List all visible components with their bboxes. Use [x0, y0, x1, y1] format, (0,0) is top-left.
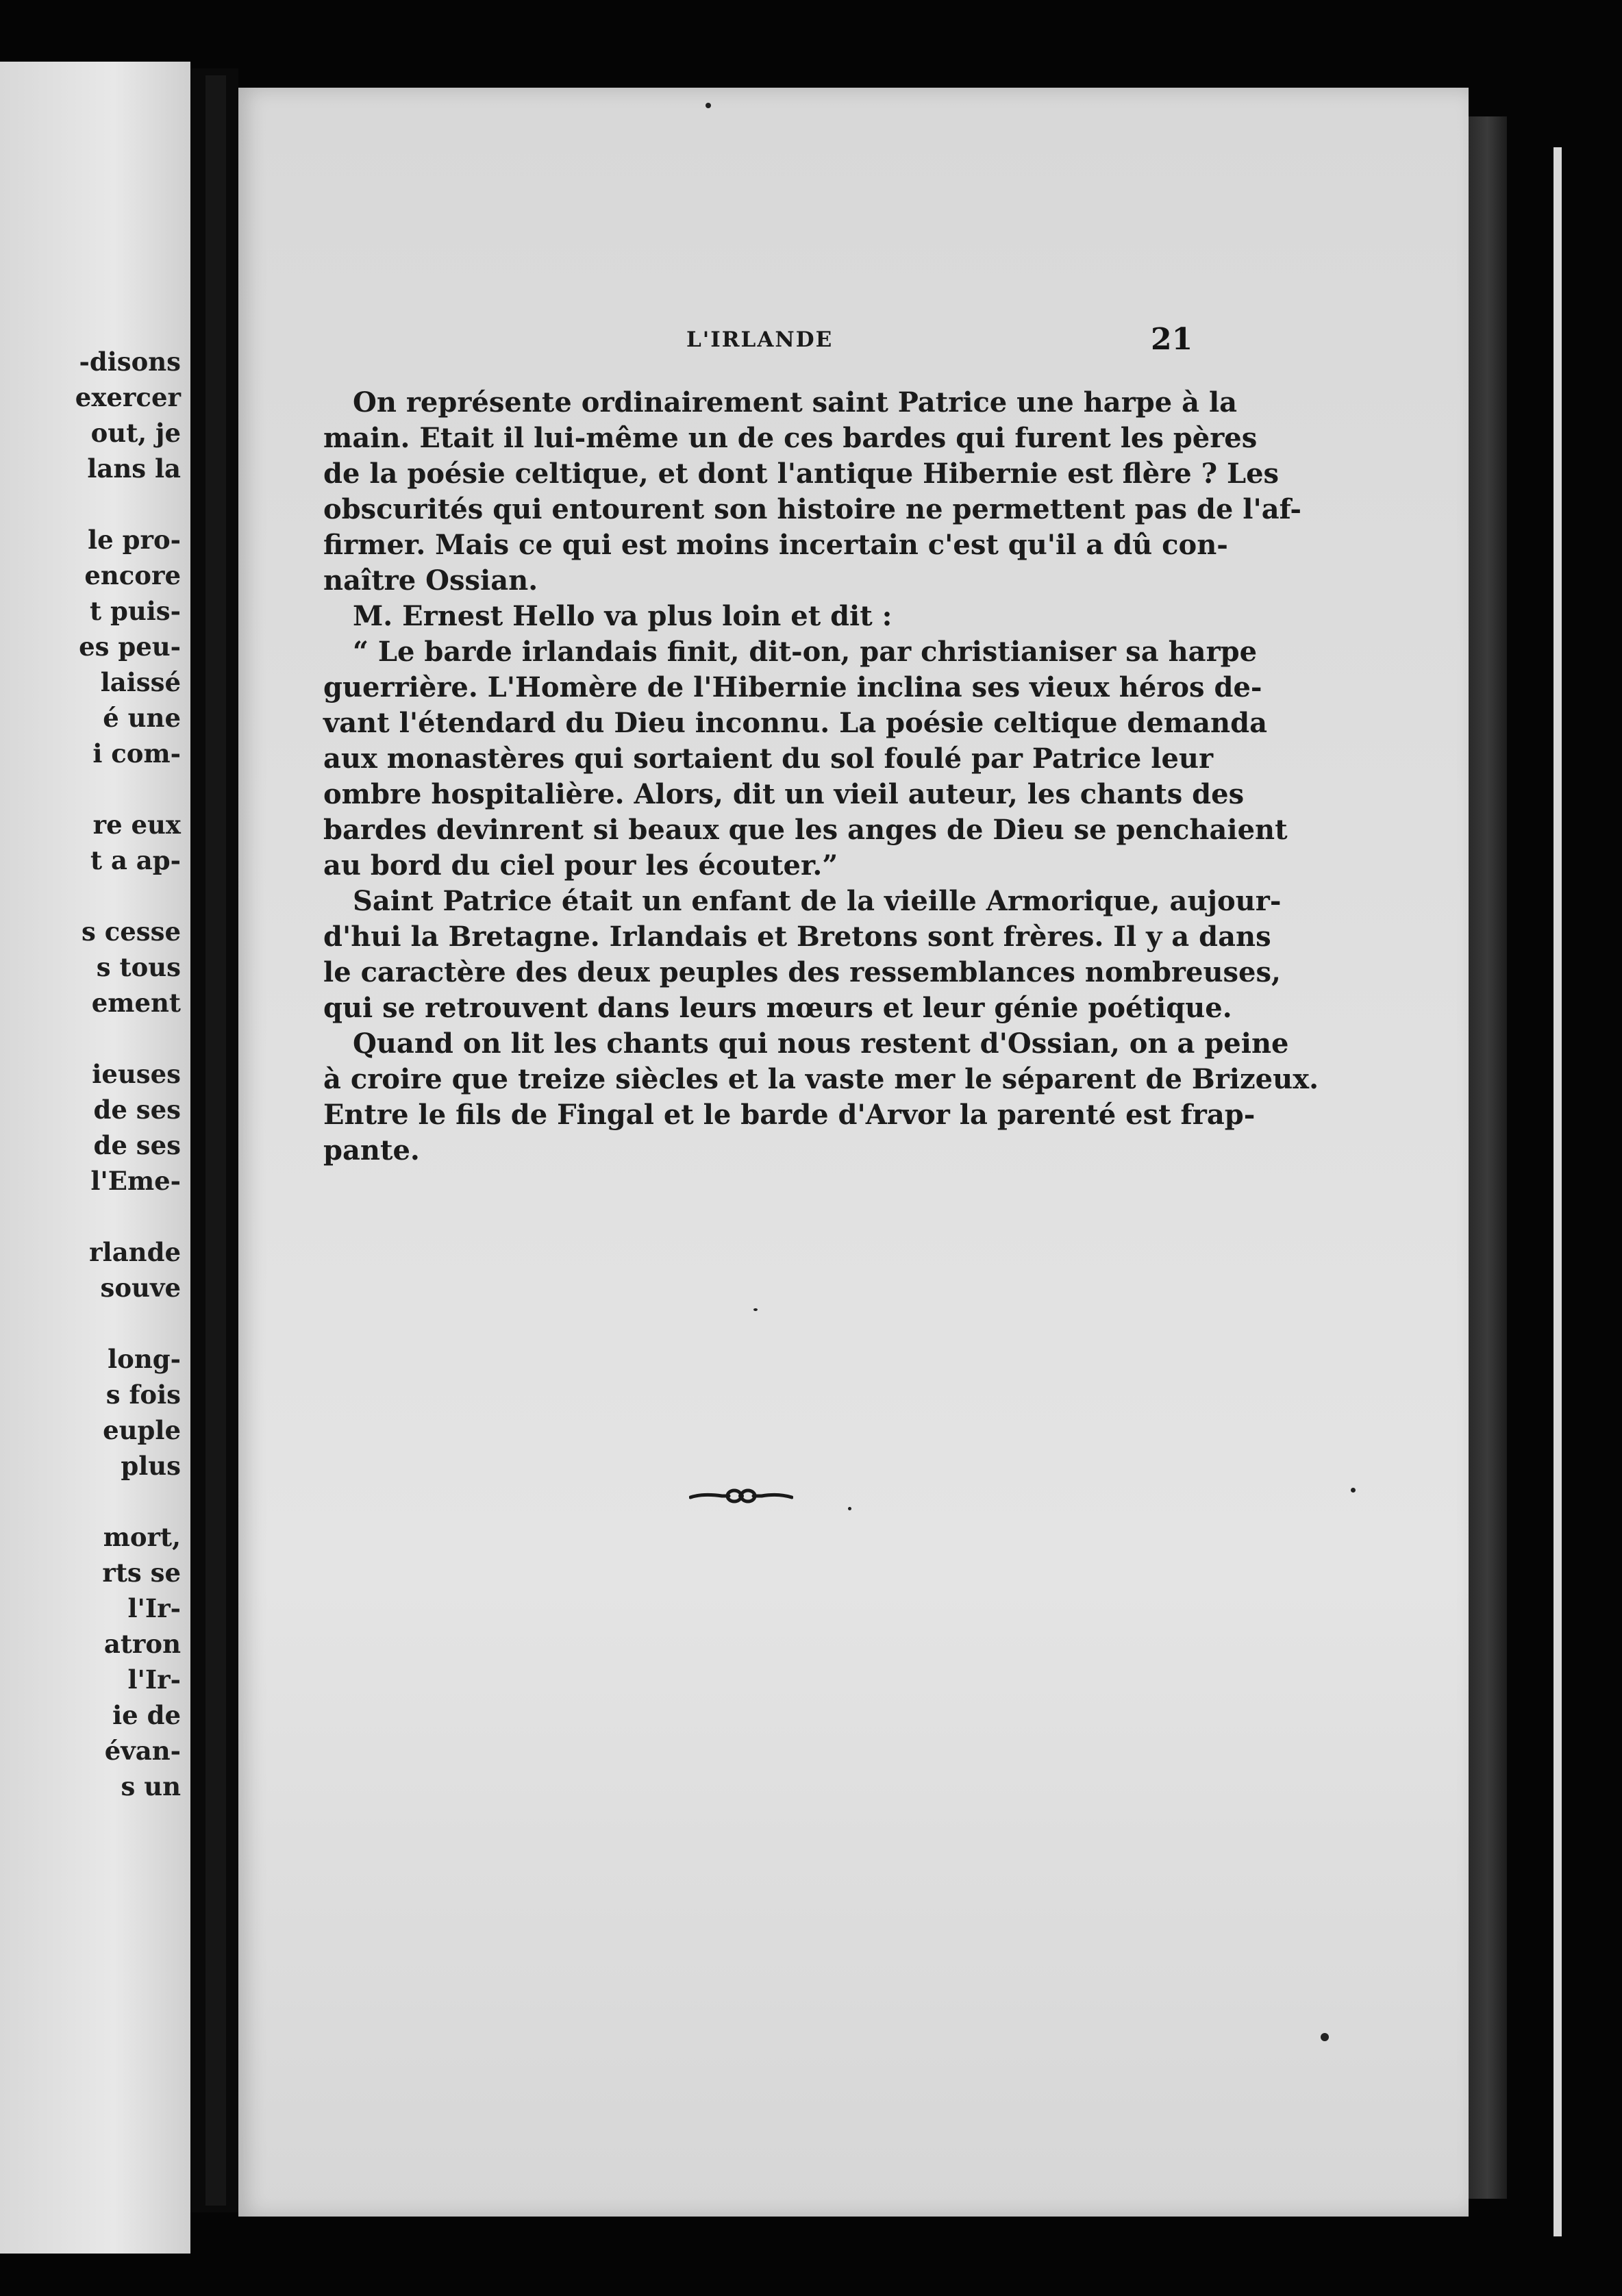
left-page-fragment: l'Ir- — [127, 1664, 181, 1695]
left-page-fragment: de ses — [93, 1095, 181, 1125]
print-speck — [753, 1308, 758, 1311]
text-line: au bord du ciel pour les écouter.” — [323, 849, 838, 882]
left-page-fragment: long- — [108, 1344, 181, 1374]
text-line: firmer. Mais ce qui est moins incertain c'est qu'il a dû con- — [323, 529, 1228, 561]
left-page-fragment: mort, — [103, 1522, 181, 1552]
gutter-shadow — [205, 75, 226, 2206]
text-line: On représente ordinairement saint Patrice une harpe à la — [353, 386, 1238, 419]
left-page-fragment: encore — [84, 560, 181, 590]
left-page-fragment: t puis- — [90, 596, 181, 626]
page-number: 21 — [1151, 322, 1193, 357]
left-page-fragment: re eux — [92, 810, 181, 840]
left-page-fragment: souve — [100, 1273, 181, 1303]
text-line: naître Ossian. — [323, 564, 538, 597]
text-line: ombre hospitalière. Alors, dit un vieil auteur, les chants des — [323, 778, 1245, 810]
text-line: bardes devinrent si beaux que les anges de Dieu se penchaient — [323, 814, 1288, 846]
running-header: L'IRLANDE — [686, 327, 834, 352]
print-speck — [706, 103, 711, 108]
left-page-fragment: ie de — [112, 1700, 181, 1730]
left-page-fragment: t a ap- — [90, 845, 181, 875]
text-line: guerrière. L'Homère de l'Hibernie inclina ses vieux héros de- — [323, 671, 1262, 703]
left-page-fragment: s un — [121, 1771, 181, 1801]
left-page-fragment: ement — [91, 988, 181, 1018]
text-line: main. Etait il lui-même un de ces bardes qui furent les pères — [323, 422, 1258, 454]
left-page-fragment: -disons — [79, 347, 181, 377]
left-page-fragment: ieuses — [92, 1059, 181, 1089]
left-page-fragment: de ses — [93, 1130, 181, 1160]
left-page-fragment: l'Ir- — [127, 1593, 181, 1623]
ornament-divider-icon — [689, 1484, 793, 1508]
print-speck — [848, 1507, 851, 1510]
print-speck — [1351, 1488, 1356, 1493]
text-line: M. Ernest Hello va plus loin et dit : — [353, 600, 893, 632]
left-page-fragment: s fois — [105, 1380, 181, 1410]
left-page-fragment: exercer — [75, 382, 181, 412]
left-page-fragment: lans la — [87, 453, 181, 484]
left-page-fragment: i com- — [92, 738, 181, 769]
left-page-fragment: laissé — [100, 667, 181, 697]
left-page-fragment: é une — [103, 703, 181, 733]
print-speck — [1321, 2033, 1329, 2041]
left-page-fragment: rlande — [89, 1237, 181, 1267]
text-line: vant l'étendard du Dieu inconnu. La poésie celtique demanda — [323, 707, 1268, 739]
text-line: d'hui la Bretagne. Irlandais et Bretons sont frères. Il y a dans — [323, 921, 1271, 953]
left-page-edge — [0, 62, 190, 2254]
text-line: aux monastères qui sortaient du sol foulé par Patrice leur — [323, 743, 1214, 775]
left-page-fragment: plus — [121, 1451, 181, 1481]
left-page-fragment: rts se — [102, 1558, 181, 1588]
left-page-fragment: le pro- — [88, 525, 181, 555]
left-page-fragment: s tous — [96, 952, 181, 982]
text-line: “ Le barde irlandais finit, dit-on, par christianiser sa harpe — [353, 636, 1258, 668]
left-page-fragment: atron — [103, 1629, 181, 1659]
text-line: pante. — [323, 1134, 420, 1166]
left-page-fragment: évan- — [104, 1736, 181, 1766]
text-line: obscurités qui entourent son histoire ne permettent pas de l'af- — [323, 493, 1302, 525]
left-page-fragment: l'Eme- — [90, 1166, 181, 1196]
left-page-fragment: out, je — [90, 418, 181, 448]
text-line: le caractère des deux peuples des ressemblances nombreuses, — [323, 956, 1281, 988]
text-line: Quand on lit les chants qui nous restent d'Ossian, on a peine — [353, 1027, 1289, 1060]
left-page-fragment: s cesse — [82, 916, 181, 947]
left-page-fragment: euple — [103, 1415, 181, 1445]
text-line: Saint Patrice était un enfant de la vieille Armorique, aujour- — [353, 885, 1282, 917]
right-margin-strip — [1554, 147, 1562, 2236]
left-page-fragment: es peu- — [79, 632, 181, 662]
text-line: qui se retrouvent dans leurs mœurs et leur génie poétique. — [323, 992, 1232, 1024]
text-line: à croire que treize siècles et la vaste mer le séparent de Brizeux. — [323, 1063, 1319, 1095]
text-line: Entre le fils de Fingal et le barde d'Arvor la parenté est frap- — [323, 1099, 1256, 1131]
text-line: de la poésie celtique, et dont l'antique Hibernie est flère ? Les — [323, 458, 1280, 490]
right-page-edge — [1469, 116, 1507, 2199]
